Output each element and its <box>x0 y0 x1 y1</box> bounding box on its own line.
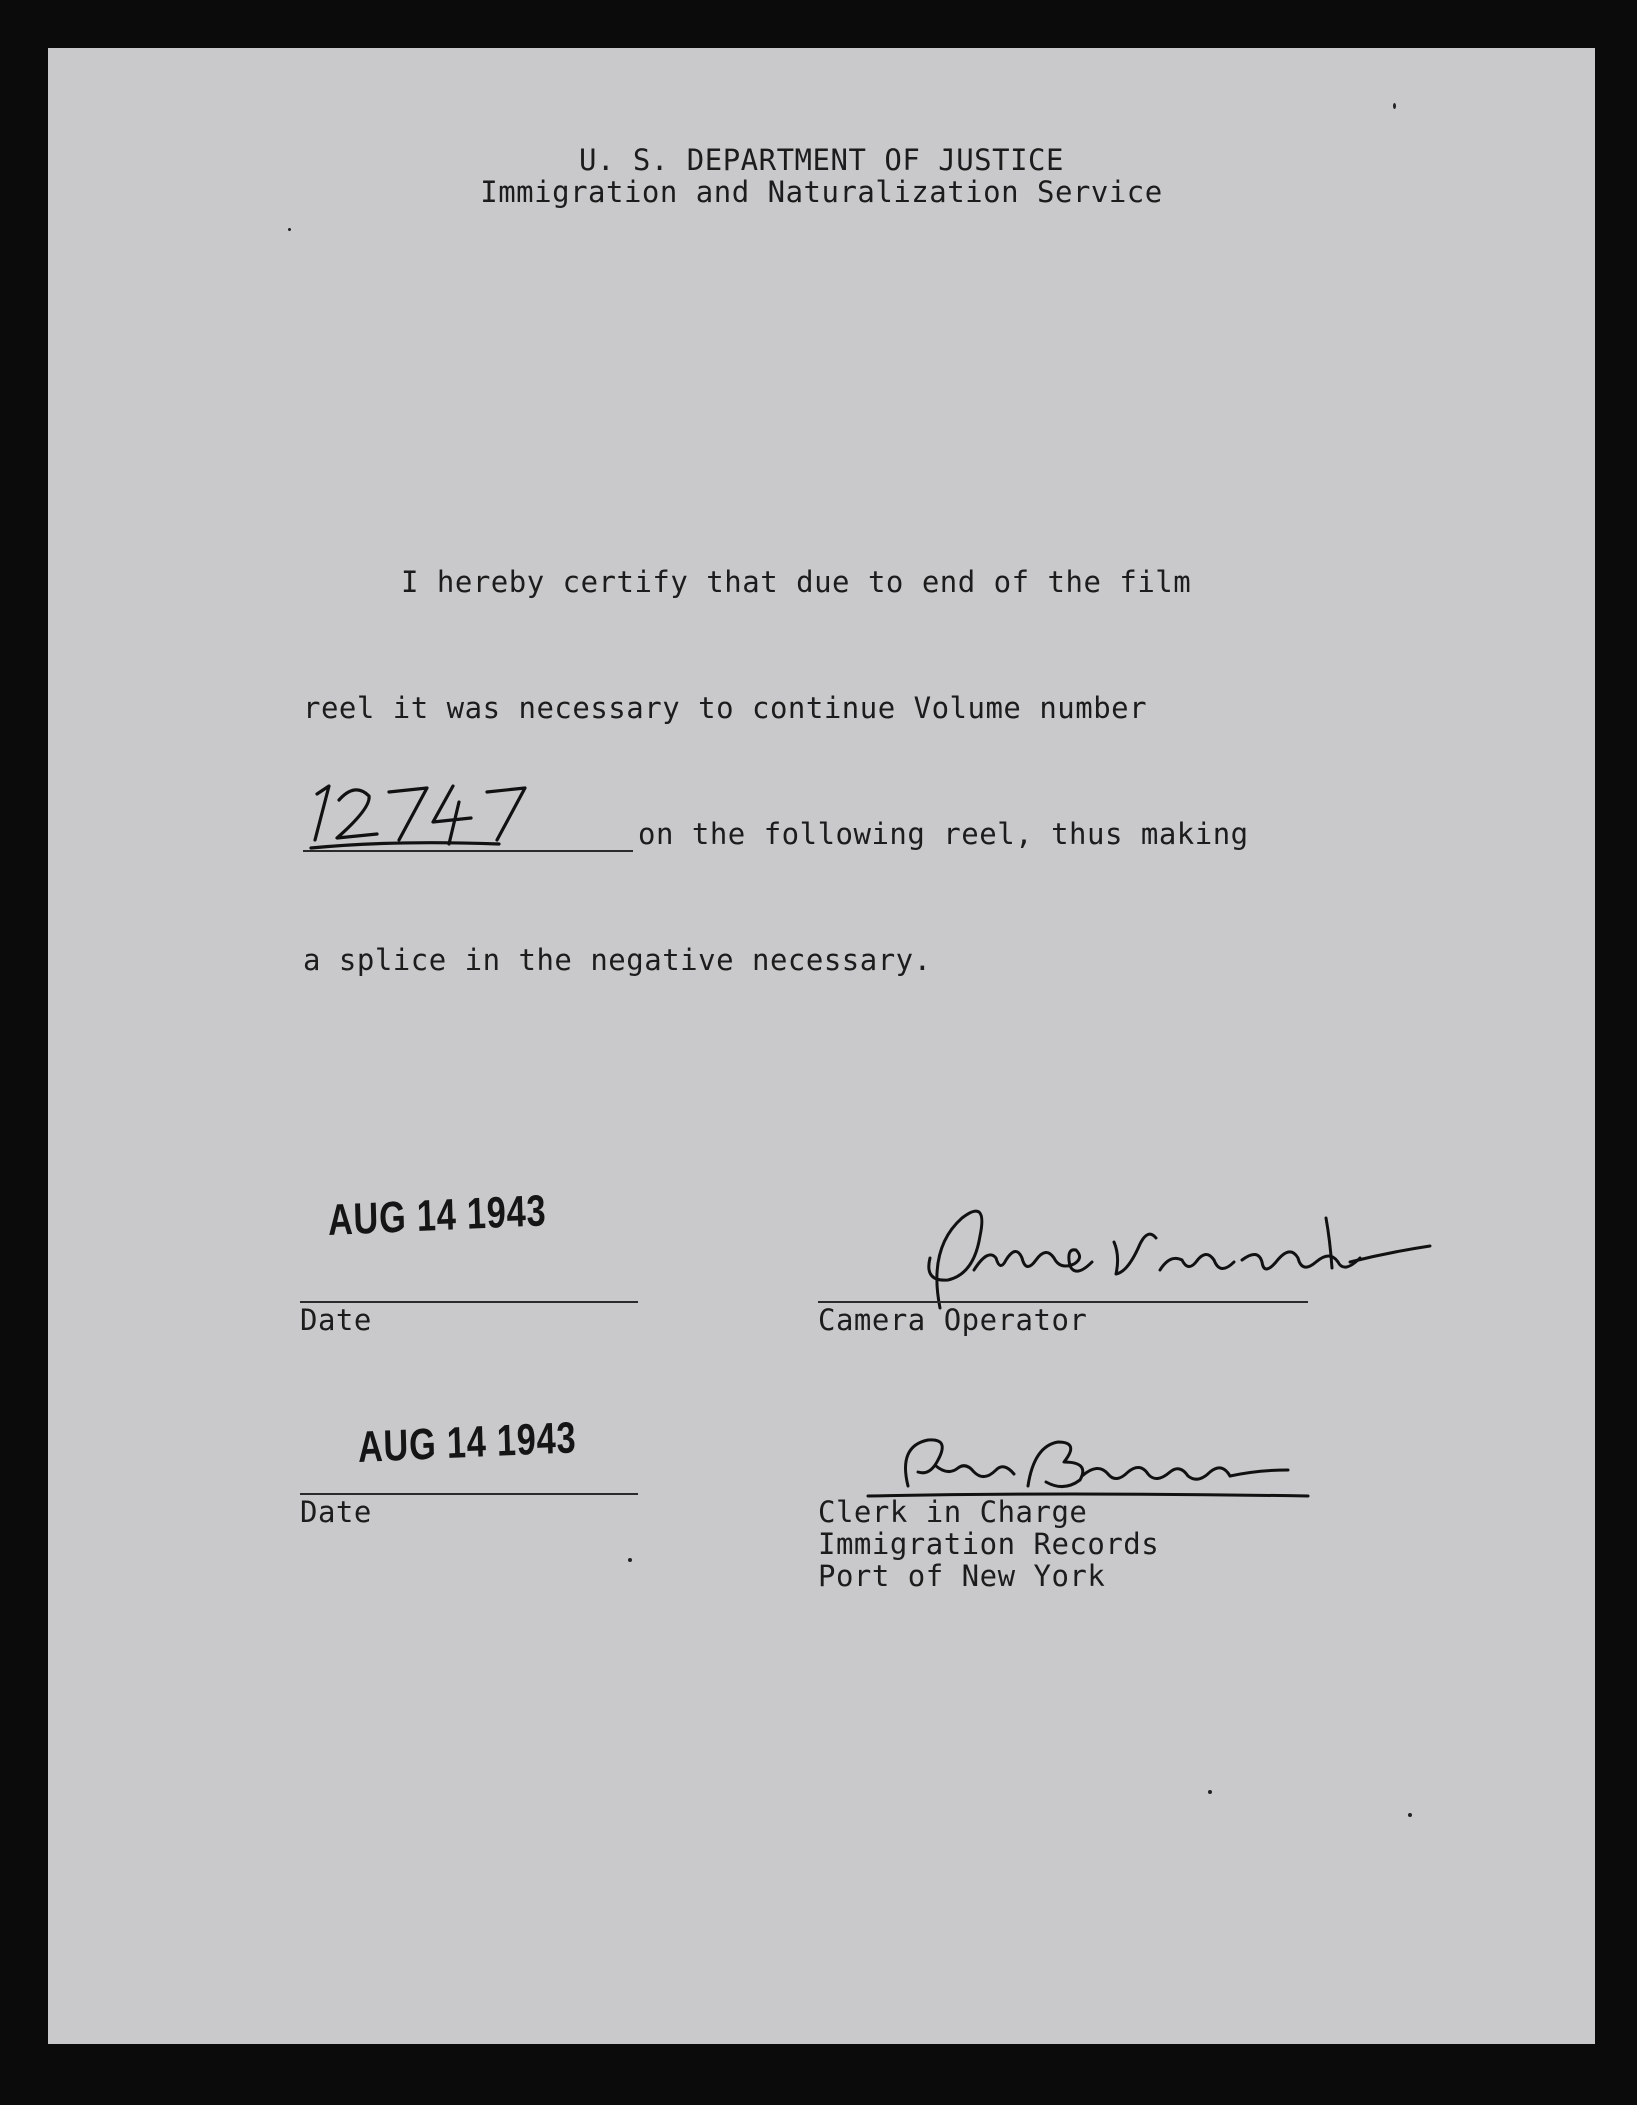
body-line-4: a splice in the negative necessary. <box>303 943 932 977</box>
scan-speck <box>1408 1813 1412 1817</box>
body-line-2: reel it was necessary to continue Volume number <box>303 691 1148 725</box>
clerk-label-1: Clerk in Charge <box>818 1495 1088 1529</box>
date-stamp-2: AUG 14 1943 <box>357 1413 577 1472</box>
date-stamp-1: AUG 14 1943 <box>327 1186 547 1245</box>
header-department: U. S. DEPARTMENT OF JUSTICE <box>579 143 1064 177</box>
camera-operator-label: Camera Operator <box>818 1303 1088 1337</box>
volume-number-handwritten <box>303 778 603 853</box>
clerk-label-2: Immigration Records <box>818 1527 1160 1561</box>
clerk-label-3: Port of New York <box>818 1559 1106 1593</box>
scan-speck <box>1208 1790 1212 1794</box>
date-label-1: Date <box>300 1303 372 1337</box>
document-page <box>48 48 1595 2044</box>
scan-speck <box>1393 103 1396 109</box>
camera-operator-signature <box>870 1188 1450 1318</box>
volume-number-underline <box>303 850 633 852</box>
body-line-3: on the following reel, thus making <box>638 817 1249 851</box>
scan-speck <box>288 228 291 231</box>
body-line-1: I hereby certify that due to end of the film <box>401 565 1192 599</box>
clerk-signature <box>858 1426 1318 1506</box>
header-service: Immigration and Naturalization Service <box>480 175 1163 209</box>
scan-speck <box>628 1558 632 1562</box>
date-label-2: Date <box>300 1495 372 1529</box>
